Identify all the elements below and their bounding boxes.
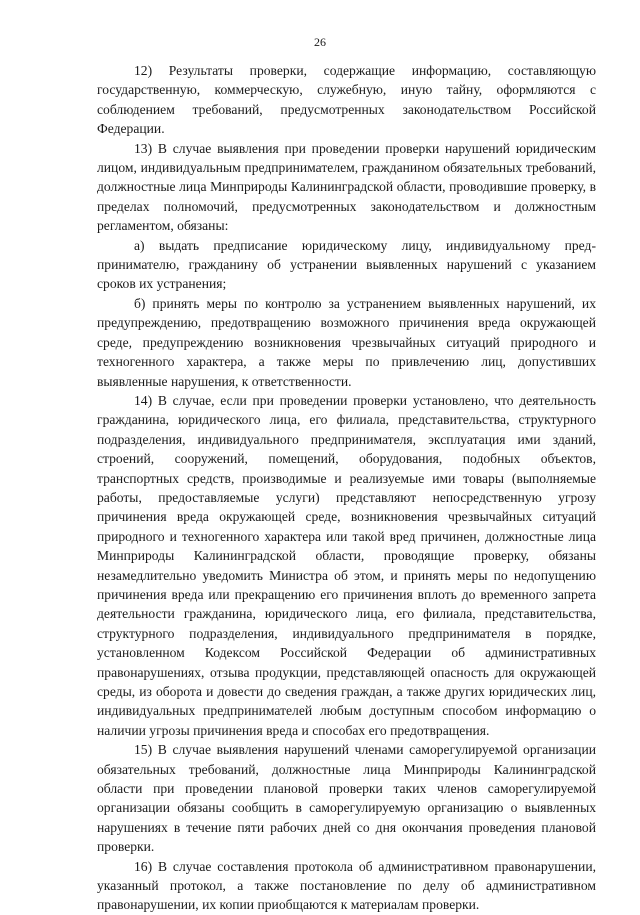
paragraph-13-b: б) принять меры по контролю за устранением выявленных нарушений, их предупреждению, предотвращению возможного причинения вреда окружающей среде, предупреждению возникновения чрезвычайных ситуаций природного и техногенного характера, а также меры по привлечению лиц, допустивших выявленные нарушения, к ответственности.: [97, 295, 596, 389]
paragraph-14: 14) В случае, если при проведении проверки установлено, что деятельность гражданина, юридического лица, его филиала, представительства, структурного подразделения, индивидуального предпринимателя, эксплуатация ими зданий, строений, сооружений, помещений, оборудования, подобных объектов, транспортных средств, производимые и реализуемые ими товары (выполняемые работы, предоставляемые услуги) представляют непосредственную угрозу причинения вреда окружающей среде, возникновения чрезвычайных ситуаций природного и техногенного характера или такой вред причинен, должностные лица Минприроды Калининградской области, проводящие проверку, обязаны незамедлительно уведомить Министра об этом, и принять меры по недопущению причинения вреда или прекращению его причинения вплоть до временного запрета деятельности гражданина, юридического лица, его филиала, представительства, структурного подразделения, индивидуального предпринимателя в порядке, установленном Кодексом Российской Федерации об административных правонарушениях, отзыва продукции, представляющей опасность для окружающей среды, из оборота и довести до сведения граждан, а также других юридических лиц, индивидуальных предпринимателей любым доступным способом информацию о наличии угрозы причинения вреда и способах его предотвращения.: [97, 392, 596, 738]
paragraph-13: 13) В случае выявления при проведении проверки нарушений юридическим лицом, индивидуальным предпринимателем, гражданином обязательных требований, должностные лица Минприроды Калининградской области, проводившие проверку, в пределах полномочий, предусмотренных законодательством и должностным регламентом, обязаны:: [97, 140, 596, 234]
paragraph-16: 16) В случае составления протокола об административном правонарушении, указанный протокол, а также постановление по делу об административном правонарушении, их копии приобщаются к материалам проверки.: [97, 858, 596, 913]
document-body: [97, 61, 596, 915]
paragraph-15: 15) В случае выявления нарушений членами саморегулируемой организации обязательных требований, должностные лица Минприроды Калининградской области при проведении плановой проверки таких членов саморегулируемой организации обязаны сообщить в саморегулируемую организацию о выявленных нарушениях в течение пяти рабочих дней со дня окончания проведения плановой проверки.: [97, 742, 596, 855]
page-number: 26: [314, 35, 326, 49]
paragraph-12: 12) Результаты проверки, содержащие информацию, составляющую государственную, коммерческую, служебную, иную тайну, оформляются с соблюдением требований, предусмотренных законодательством Российской Федерации.: [97, 63, 596, 137]
paragraph-13-a: а) выдать предписание юридическому лицу, индивидуальному предпринимателю, гражданину об устранении выявленных нарушений с указанием сроков их устранения;: [97, 237, 596, 292]
